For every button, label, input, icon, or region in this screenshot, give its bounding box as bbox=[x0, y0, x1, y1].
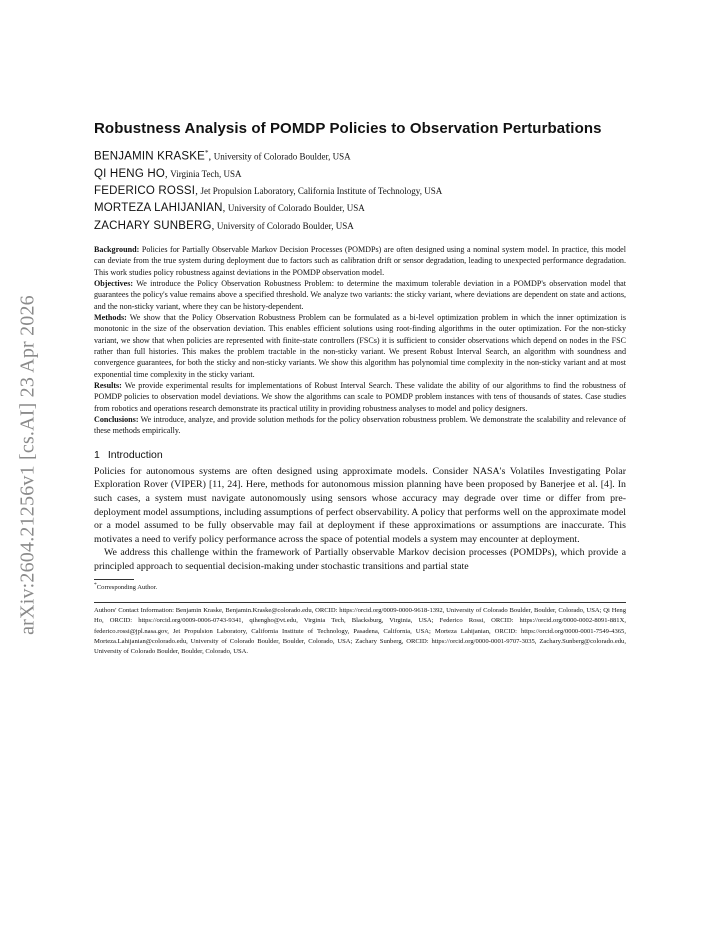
body-paragraph: Policies for autonomous systems are often designed using approximate models. Consider NASA's Volatiles Investigating Polar Exploration Rover (VIPER) [11, 24]. Here, methods for autonomous mission planning have been proposed by Banerjee et al. [4]. In such cases, a system must navigate autonomously using sensors whose accuracy may degrade over time or differ from pre-deployment model assumptions, including assumptions of perfect observability. A policy that performs well on the approximate model or a model assumed to be fully observable may fail at deployment if these approximations or assumptions are inaccurate. This motivates a need to verify policy performance across the space of potential models a system may encounter at deployment. bbox=[94, 465, 626, 545]
author-entry: BENJAMIN KRASKE*, University of Colorado Boulder, USA bbox=[94, 149, 351, 163]
author-affiliation: University of Colorado Boulder, USA bbox=[216, 220, 354, 231]
author-affiliation: Virginia Tech, USA bbox=[170, 168, 242, 179]
abstract bbox=[94, 244, 626, 437]
introduction-body bbox=[94, 465, 626, 574]
footnote-rule bbox=[94, 579, 134, 580]
arxiv-side-stamp bbox=[8, 260, 48, 670]
paper-title: Robustness Analysis of POMDP Policies to Observation Perturbations bbox=[94, 120, 602, 137]
author-affiliation: University of Colorado Boulder, USA bbox=[213, 151, 351, 162]
author-list bbox=[94, 145, 626, 235]
abstract-results: Results: We provide experimental results for implementations of Robust Interval Search. These validate the ability of our algorithms to find the robustness of POMDP policies to observation model deviations. We show the algorithms can scale to POMDP problem instances with tens of thousands of states. Case studies from robotics and operations research demonstrate its practical utility in providing robustness analyses to model and policy designers. bbox=[94, 381, 626, 413]
corresponding-mark: * bbox=[205, 149, 209, 157]
body-paragraph: We address this challenge within the framework of Partially observable Markov decision processes (POMDPs), which provide a principled approach to sequential decision-making under stochastic transitions and partial state bbox=[94, 547, 626, 572]
author-entry: FEDERICO ROSSI, Jet Propulsion Laboratory, California Institute of Technology, USA bbox=[94, 185, 443, 198]
section-title: Introduction bbox=[107, 448, 163, 461]
abstract-background: Background: Policies for Partially Observable Markov Decision Processes (POMDPs) are often designed using a nominal system model. In practice, this model can deviate from the true system during deployment due to factors such as calibration drift or sensor degradation, leading to unexpected performance degradation. This work studies policy robustness against deviations in the POMDP observation model. bbox=[94, 244, 626, 277]
contact-rule bbox=[94, 602, 626, 603]
author-affiliation: Jet Propulsion Laboratory, California Institute of Technology, USA bbox=[200, 186, 443, 197]
footnote: *Corresponding Author. bbox=[94, 581, 158, 591]
author-name: FEDERICO ROSSI bbox=[94, 185, 196, 198]
author-name: ZACHARY SUNBERG bbox=[94, 219, 212, 232]
section-heading bbox=[94, 449, 626, 461]
author-entry: QI HENG HO, Virginia Tech, USA bbox=[94, 167, 242, 180]
section-number: 1 bbox=[94, 448, 100, 461]
author-contact-info: Authors' Contact Information: Benjamin Kraske, Benjamin.Kraske@colorado.edu, ORCID: https://orcid.org/0009-0000-9618-1392, University of Colorado Boulder, Boulder, Colorado, USA; Qi Heng Ho, ORCID: https://orcid.org/0009-0006-0743-9341, qihengho@vt.edu, Virginia Tech, Blacksburg, Virginia, USA; Federico Rossi, ORCID: https://orcid.org/0000-0002-8091-881X, federico.rossi@jpl.nasa.gov, Jet Propulsion Laboratory, California Institute of Technology, Pasadena, California, USA; Morteza Lahijanian, ORCID: https://orcid.org/0000-0001-7549-4365, Morteza.Lahijanian@colorado.edu, University of Colorado Boulder, Boulder, Colorado, USA; Zachary Sunberg, ORCID: https://orcid.org/0000-0001-9707-3035, Zachary.Sunberg@colorado.edu, University of Colorado Boulder, Boulder, Colorado, USA. bbox=[94, 606, 626, 656]
abstract-methods: Methods: We show that the Policy Observation Robustness Problem can be formulated as a bi-level optimization problem in which the inner optimization is monotonic in the size of the observation deviation. This enables efficient solutions using root-finding algorithms in the outer optimization. For the non-sticky variant, we show that when policies are represented with finite-state controllers (FSCs) it is sufficient to consider observations which depend on nodes in the FSC rather than full histories. This makes the problem tractable in the non-sticky variant. We present Robust Interval Search, an algorithm with soundness and convergence guarantees, for both the sticky and non-sticky variants. We show this algorithm has polynomial time complexity in the non-sticky variant and at most exponential time complexity in the sticky variant. bbox=[94, 313, 626, 379]
author-entry: ZACHARY SUNBERG, University of Colorado Boulder, USA bbox=[94, 219, 354, 232]
abstract-objectives: Objectives: We introduce the Policy Observation Robustness Problem: to determine the maximum tolerable deviation in a POMDP's observation model that guarantees the policy's value remains above a specified threshold. We analyze two variants: the sticky variant, where deviations are dependent on state and actions, and the non-sticky variant, where they can be history-dependent. bbox=[94, 279, 626, 311]
author-name: QI HENG HO bbox=[94, 167, 166, 180]
author-affiliation: University of Colorado Boulder, USA bbox=[227, 203, 365, 214]
paper-first-page bbox=[94, 120, 626, 658]
author-name: MORTEZA LAHIJANIAN bbox=[94, 202, 223, 215]
arxiv-identifier: arXiv:2604.21256v1 [cs.AI] 23 Apr 2026 bbox=[16, 295, 39, 635]
abstract-conclusions: Conclusions: We introduce, analyze, and provide solution methods for the policy observation robustness problem. We demonstrate the scalability and relevance of these methods empirically. bbox=[94, 415, 626, 436]
author-entry: MORTEZA LAHIJANIAN, University of Colorado Boulder, USA bbox=[94, 202, 365, 215]
author-name: BENJAMIN KRASKE bbox=[94, 150, 205, 163]
